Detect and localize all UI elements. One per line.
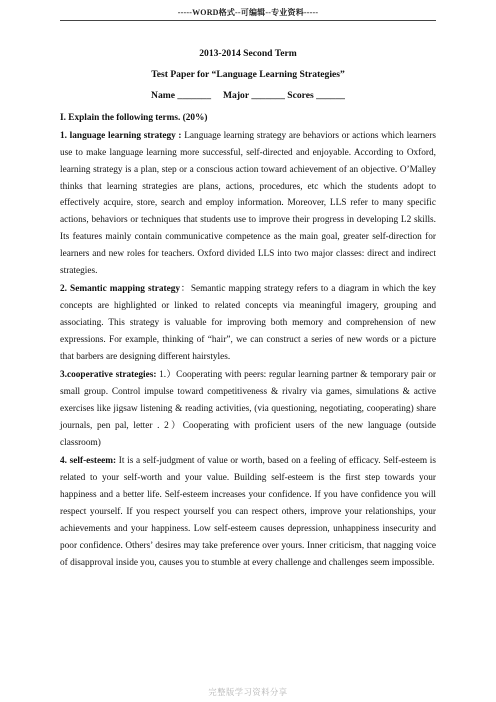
term-self-esteem (60, 453, 436, 571)
paper-title: Test Paper for “Language Learning Strategies” (151, 69, 345, 80)
term-label: 4. self-esteem: (60, 456, 119, 467)
name-major-score-line: Name _______ Major _______ Scores ______ (151, 90, 345, 101)
header-rule (60, 20, 436, 21)
term-title: 2013-2014 Second Term (199, 48, 297, 59)
term-definition: ：Semantic mapping strategy refers to a diagram in which the key concepts are highlighted or linked to related concepts via meaningful imagery, grouping and associating. This strategy is valuable for improving both memory and comprehension of new expressions. For example, thinking of “hair”, we can construct a series of new words or a picture that barbers are designing different hairstyles. (60, 284, 436, 362)
term-cooperative-strategies (60, 367, 436, 452)
term-label: 2. Semantic mapping strategy (60, 284, 181, 295)
term-label: 3.cooperative strategies: (60, 370, 160, 381)
section-explain-terms (60, 110, 436, 573)
term-definition: Language learning strategy are behaviors or actions which learners use to make language learning more successful, self-directed and enjoyable. According to Oxford, learning strategy is a plan, step or a conscious action toward achievement of an objective. O’Malley thinks that learning strategies are plans, actions, procedures, etc which the students adopt to effectively acquire, store, search and employ information. Moreover, LLS refer to many specific actions, behaviors or techniques that students use to improve their progress in developing L2 skills. Its features mainly contain communicative competence as the main goal, greater self-direction for learners and new roles for teachers. Oxford divided LLS into two major classes: direct and indirect strategies. (60, 130, 436, 277)
page-footer-watermark: 完整版学习资料分享 (208, 688, 288, 697)
term-definition: 1.）Cooperating with peers: regular learning partner & temporary pair or small group. Control impulse toward competitiveness & rivalry via games, simulations & active exercises like jigsaw listening & reading activities, (via questioning, negotiating, cooperating) share journals, pen pal, letter . 2）Cooperating with proficient users of the new language (outside classroom) (60, 370, 436, 448)
section-heading: I. Explain the following terms. (20%) (60, 113, 208, 123)
term-label: 1. language learning strategy : (60, 130, 185, 141)
term-language-learning-strategy (60, 128, 436, 280)
term-definition: It is a self-judgment of value or worth, based on a feeling of efficacy. Self-esteem is related to your self-worth and your value. Building self-esteem is the first step towards your happiness and a better life. Self-esteem increases your confidence. If you have confidence you will respect yourself. If you respect yourself you can respect others, improve your relationships, your achievements and your happiness. Low self-esteem causes depression, unhappiness insecurity and poor confidence. Others’ desires may take preference over yours. Inner criticism, that nagging voice of disapproval inside you, causes you to stumble at every challenge and challenges seem impossible. (60, 456, 437, 568)
page-header: -----WORD格式--可编辑--专业资料----- (177, 8, 319, 17)
term-semantic-mapping-strategy (60, 281, 436, 366)
